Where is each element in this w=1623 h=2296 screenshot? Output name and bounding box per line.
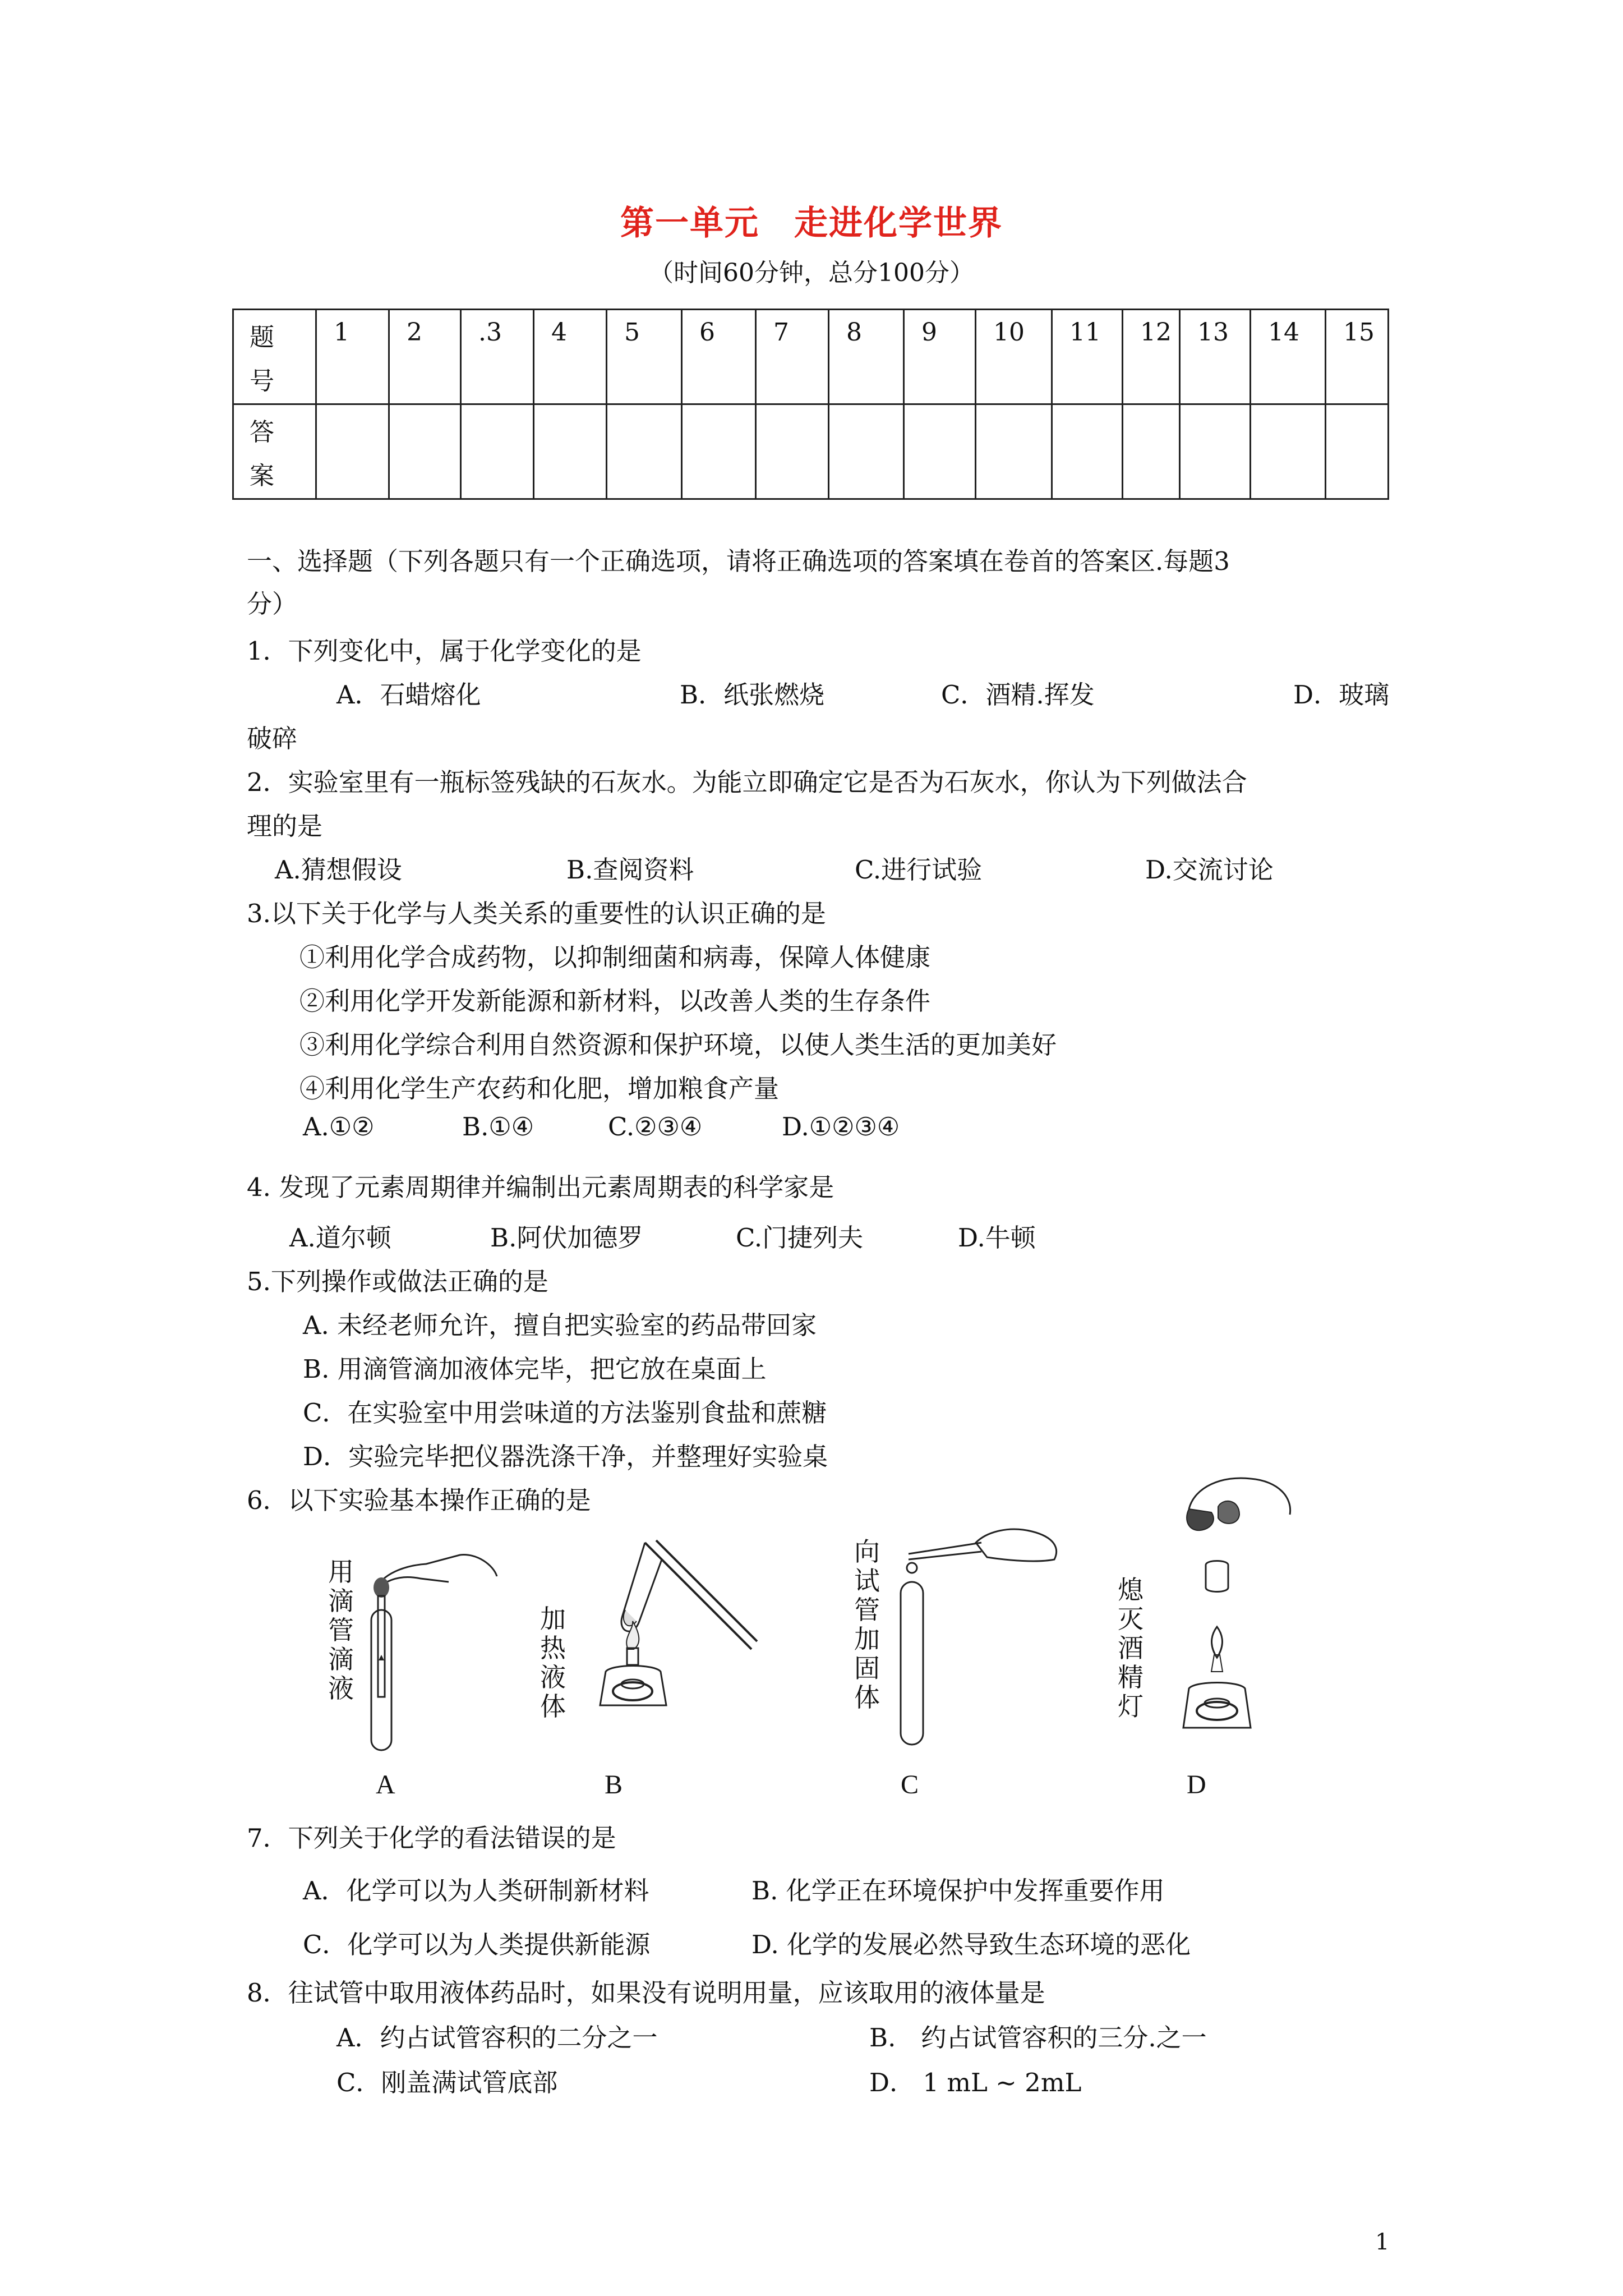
table-cell-number: 9 [904, 310, 976, 404]
q1-option-d-cont: 破碎 [247, 724, 298, 753]
fig-c-caption: 向试管加固体 [854, 1536, 880, 1713]
q2-option-c: C.进行试验 [855, 855, 983, 885]
table-head-answer: 答案 [233, 404, 316, 499]
extinguish-lamp-illustration [1155, 1464, 1301, 1756]
q4-option-c: C.门捷列夫 [736, 1223, 864, 1253]
answer-cell[interactable] [461, 404, 534, 499]
fig-label-b: B [605, 1770, 623, 1800]
table-cell-number: 11 [1052, 310, 1123, 404]
q1-option-b: B．纸张燃烧 [680, 680, 825, 710]
q2-option-a: A.猜想假设 [275, 855, 402, 885]
q7-option-d: D. 化学的发展必然导致生态环境的恶化 [751, 1930, 1191, 1959]
answer-cell[interactable] [976, 404, 1052, 499]
q4-option-b: B.阿伏加德罗 [490, 1223, 643, 1253]
table-cell-number: 15 [1326, 310, 1389, 404]
table-cell-number: 5 [607, 310, 682, 404]
page-number: 1 [1375, 2229, 1390, 2255]
q3-statement-2: ②利用化学开发新能源和新材料，以改善人类的生存条件 [299, 986, 931, 1016]
q2-stem: 2．实验室里有一瓶标签残缺的石灰水。为能立即确定它是否为石灰水，你认为下列做法合 [247, 767, 1247, 797]
q7-stem: 7．下列关于化学的看法错误的是 [247, 1823, 616, 1853]
table-cell-number: 12 [1123, 310, 1180, 404]
answer-cell[interactable] [756, 404, 829, 499]
q3-statement-1: ①利用化学合成药物，以抑制细菌和病毒，保障人体健康 [299, 942, 931, 972]
q8-option-d: D． 1 mL ~ 2mL [869, 2068, 1082, 2097]
fig-label-d: D [1187, 1770, 1206, 1800]
answer-cell[interactable] [682, 404, 756, 499]
answer-cell[interactable] [534, 404, 607, 499]
q8-option-a: A．约占试管容积的二分之一 [336, 2023, 658, 2053]
q5-stem: 5.下列操作或做法正确的是 [247, 1267, 548, 1296]
q7-option-b: B. 化学正在环境保护中发挥重要作用 [751, 1876, 1165, 1906]
answer-cell[interactable] [1123, 404, 1180, 499]
answer-cell[interactable] [1251, 404, 1326, 499]
fig-label-a: A [376, 1770, 395, 1800]
q1-stem: 1．下列变化中，属于化学变化的是 [247, 636, 642, 666]
table-cell-number: 2 [389, 310, 461, 404]
q3-option-d: D.①②③④ [782, 1112, 900, 1142]
adding-solid-illustration [886, 1509, 1066, 1750]
q5-option-a: A. 未经老师允许，擅自把实验室的药品带回家 [303, 1310, 817, 1340]
answer-cell[interactable] [1326, 404, 1389, 499]
answer-cell[interactable] [1180, 404, 1251, 499]
q8-option-c: C．刚盖满试管底部 [336, 2068, 558, 2097]
table-cell-number: 8 [829, 310, 904, 404]
q3-option-b: B.①④ [462, 1112, 534, 1142]
dropper-tube-illustration [365, 1520, 499, 1756]
answer-table [232, 309, 1389, 500]
fig-d-caption: 熄灭酒精灯 [1118, 1575, 1144, 1722]
q5-option-d: D．实验完毕把仪器洗涤干净，并整理好实验桌 [303, 1442, 828, 1471]
q3-statement-3: ③利用化学综合利用自然资源和保护环境，以使人类生活的更加美好 [299, 1030, 1057, 1060]
table-cell-number: 1 [316, 310, 389, 404]
q3-statement-4: ④利用化学生产农药和化肥，增加粮食产量 [299, 1074, 780, 1103]
answer-cell[interactable] [389, 404, 461, 499]
answer-cell[interactable] [1052, 404, 1123, 499]
table-cell-number: 4 [534, 310, 607, 404]
table-cell-number: 14 [1251, 310, 1326, 404]
table-cell-number: 10 [976, 310, 1052, 404]
q1-option-c: C．酒精.挥发 [941, 680, 1095, 710]
q1-option-d: D．玻璃 [1293, 680, 1390, 710]
q3-stem: 3.以下关于化学与人类关系的重要性的认识正确的是 [247, 899, 826, 928]
page-subtitle: （时间60分钟，总分100分） [649, 259, 974, 287]
fig-a-caption: 用滴管滴液 [328, 1557, 354, 1704]
answer-cell[interactable] [607, 404, 682, 499]
heating-liquid-illustration [572, 1537, 763, 1745]
q5-option-b: B. 用滴管滴加液体完毕，把它放在桌面上 [303, 1354, 767, 1384]
q4-stem: 4. 发现了元素周期律并编制出元素周期表的科学家是 [247, 1172, 834, 1202]
table-cell-number: 7 [756, 310, 829, 404]
table-cell-number: 13 [1180, 310, 1251, 404]
table-cell-number: 6 [682, 310, 756, 404]
q3-option-c: C.②③④ [608, 1112, 703, 1142]
q8-stem: 8．往试管中取用液体药品时，如果没有说明用量，应该取用的液体量是 [247, 1978, 1045, 2008]
q8-option-b: B. 约占试管容积的三分.之一 [869, 2023, 1207, 2053]
q3-option-a: A.①② [303, 1112, 375, 1142]
q4-option-d: D.牛顿 [958, 1223, 1036, 1253]
answer-cell[interactable] [316, 404, 389, 499]
table-cell-number: .3 [461, 310, 534, 404]
q1-option-a: A．石蜡熔化 [336, 680, 481, 710]
q6-stem: 6．以下实验基本操作正确的是 [247, 1485, 591, 1515]
fig-label-c: C [901, 1770, 919, 1800]
answer-cell[interactable] [904, 404, 976, 499]
fig-b-caption: 加热液体 [540, 1604, 566, 1722]
q7-option-c: C．化学可以为人类提供新能源 [303, 1930, 651, 1959]
answer-cell[interactable] [829, 404, 904, 499]
q7-option-a: A．化学可以为人类研制新材料 [303, 1876, 649, 1906]
q4-option-a: A.道尔顿 [289, 1223, 391, 1253]
section-heading-cont: 分） [247, 589, 298, 619]
q2-option-d: D.交流讨论 [1145, 855, 1274, 885]
q2-stem-cont: 理的是 [247, 811, 323, 841]
section-heading: 一、选择题（下列各题只有一个正确选项，请将正确选项的答案填在卷首的答案区.每题3 [247, 546, 1230, 576]
table-head-number: 题号 [233, 310, 316, 404]
q5-option-c: C．在实验室中用尝味道的方法鉴别食盐和蔗糖 [303, 1398, 827, 1428]
page-title: 第一单元 走进化学世界 [620, 204, 1003, 243]
q2-option-b: B.查阅资料 [566, 855, 694, 885]
